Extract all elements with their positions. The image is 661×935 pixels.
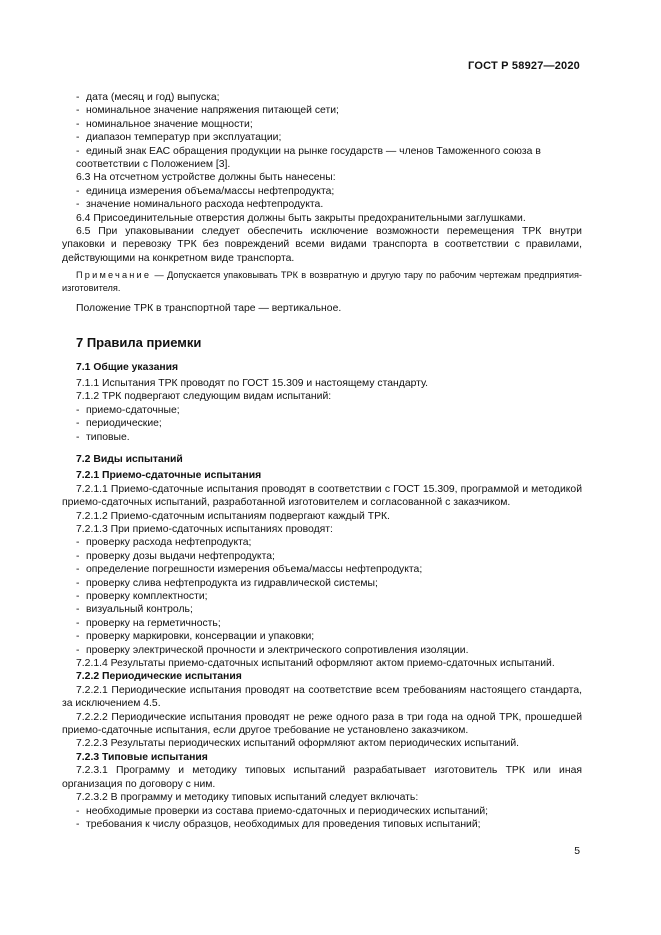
paragraph: 6.4 Присоединительные отверстия должны быть закрыты предохранительными заглушками. [76,212,526,224]
list-item-text: типовые. [86,431,130,443]
list-item-text: дата (месяц и год) выпуска; [86,92,220,103]
list-dash: - [76,550,80,562]
paragraph: Положение ТРК в транспортной таре — вертикальное. [76,303,342,315]
paragraph: 7.2.2.3 Результаты периодических испытаний оформляют актом периодических испытаний. [76,738,520,750]
list-item-text: определение погрешности измерения объема/массы нефтепродукта; [86,564,423,576]
list-item [62,104,582,117]
list-dash: - [76,591,80,602]
list-dash: - [76,185,80,197]
list-item-text: диапазон температур при эксплуатации; [86,132,282,144]
paragraph: 7.2.1.4 Результаты приемо-сдаточных испытаний оформляют актом приемо-сдаточных испытаний. [76,658,555,670]
list-item [62,417,582,430]
list-item [62,577,582,590]
paragraph: 7.1.1 Испытания ТРК проводят по ГОСТ 15.309 и настоящему стандарту. [76,377,429,389]
list-item-text: периодические; [86,418,162,430]
paragraph: 7.1.2 ТРК подвергают следующим видам испытаний: [76,391,332,403]
list-item-text: номинальное значение мощности; [86,118,253,130]
subsubsection-heading: 7.2.2 Периодические испытания [76,671,242,683]
subsection-heading: 7.2 Виды испытаний [76,453,183,465]
list-dash: - [76,537,80,549]
list-dash: - [76,92,80,103]
list-dash: - [76,805,80,817]
list-item-text: необходимые проверки из состава приемо-сдаточных и периодических испытаний; [86,805,489,817]
list-dash: - [76,132,80,144]
list-item-text: единица измерения объема/массы нефтепродукта; [86,185,335,197]
list-item [62,431,582,444]
list-item [62,617,582,630]
section-heading: 7 Правила приемки [76,334,202,350]
paragraph: 7.2.1.3 При приемо-сдаточных испытаниях проводят: [76,523,333,535]
page-number: 5 [574,846,580,857]
list-item [62,131,582,144]
list-dash: - [76,404,80,416]
list-item [62,198,582,211]
list-dash: - [76,617,80,629]
note-text: — Допускается упаковывать ТРК в возвратную и другую тару по рабочим чертежам предприятия-изготовителя. [62,270,582,293]
list-item [62,536,582,549]
list-item-text: визуальный контроль; [86,604,193,616]
list-dash: - [76,105,80,117]
note [62,269,582,294]
list-item [62,590,582,603]
list-item [62,630,582,643]
list-item-text: требования к числу образцов, необходимых для проведения типовых испытаний; [86,818,481,830]
list-item [62,145,582,172]
list-item [62,91,582,104]
list-item [62,118,582,131]
paragraph: 7.2.3.1 Программу и методику типовых испытаний разрабатывает изготовитель ТРК или иная организация по договору с ним. [62,765,582,790]
standard-designation: ГОСТ Р 58927—2020 [468,60,580,72]
list-item-text: приемо-сдаточные; [86,404,180,416]
list-dash: - [76,577,80,589]
list-item-text: значение номинального расхода нефтепродукта. [86,199,324,211]
subsection-heading: 7.1 Общие указания [76,361,179,373]
list-item [62,603,582,616]
spacer [62,294,582,302]
paragraph: 6.5 При упаковывании следует обеспечить исключение возможности перемещения ТРК внутри упаковки и перевозку ТРК без повреждений всеми видами транспорта в соответствии с правилами, действующими на конкретном виде транспорта. [62,226,582,264]
list-item-text: проверку на герметичность; [86,617,221,629]
paragraph: 7.2.2.2 Периодические испытания проводят не реже одного раза в три года на одной ТРК, прошедшей приемо-сдаточные испытания, если другое требование не установлено заказчиком. [62,711,582,737]
list-dash: - [76,604,80,616]
list-dash: - [76,145,80,157]
list-item [62,644,582,657]
list-item [62,404,582,417]
list-dash: - [76,631,80,643]
subsubsection-heading: 7.2.1 Приемо-сдаточные испытания [76,470,262,482]
list-dash: - [76,564,80,576]
list-item-text: проверку комплектности; [86,591,208,602]
list-item-text: проверку слива нефтепродукта из гидравлической системы; [86,577,378,589]
list-item-text: номинальное значение напряжения питающей сети; [86,105,339,117]
list-item [62,550,582,563]
note-label: Примечание [76,270,152,281]
document-body [62,91,582,831]
paragraph: 6.3 На отсчетном устройстве должны быть нанесены: [76,172,336,184]
list-dash: - [76,644,80,656]
list-item-text: проверку маркировки, консервации и упаковки; [86,631,315,643]
subsubsection-heading: 7.2.3 Типовые испытания [76,751,208,763]
list-item [62,818,582,831]
list-item-text: проверку электрической прочности и электрического сопротивления изоляции. [86,644,469,656]
list-item-text: проверку расхода нефтепродукта; [86,537,252,549]
list-dash: - [76,118,80,130]
list-dash: - [76,418,80,430]
list-item [62,185,582,198]
paragraph: 7.2.2.1 Периодические испытания проводят на соответствие всем требованиям настоящего стандарта, за исключением 4.5. [62,684,582,710]
list-item [62,563,582,576]
list-item-text: проверку дозы выдачи нефтепродукта; [86,550,275,562]
paragraph: 7.2.1.1 Приемо-сдаточные испытания проводят в соответствии с ГОСТ 15.309, программой и методикой приемо-сдаточных испытаний, разработанной изготовителем и согласованной с заказчиком. [62,483,582,509]
paragraph: 7.2.3.2 В программу и методику типовых испытаний следует включать: [76,792,419,804]
list-dash: - [76,199,80,211]
list-item [62,805,582,818]
list-dash: - [76,818,80,830]
paragraph: 7.2.1.2 Приемо-сдаточным испытаниям подвергают каждый ТРК. [76,510,390,522]
list-item-text: единый знак ЕАС обращения продукции на рынке государств — членов Таможенного союза в соответствии с Положением [3]. [76,145,541,171]
list-dash: - [76,431,80,443]
